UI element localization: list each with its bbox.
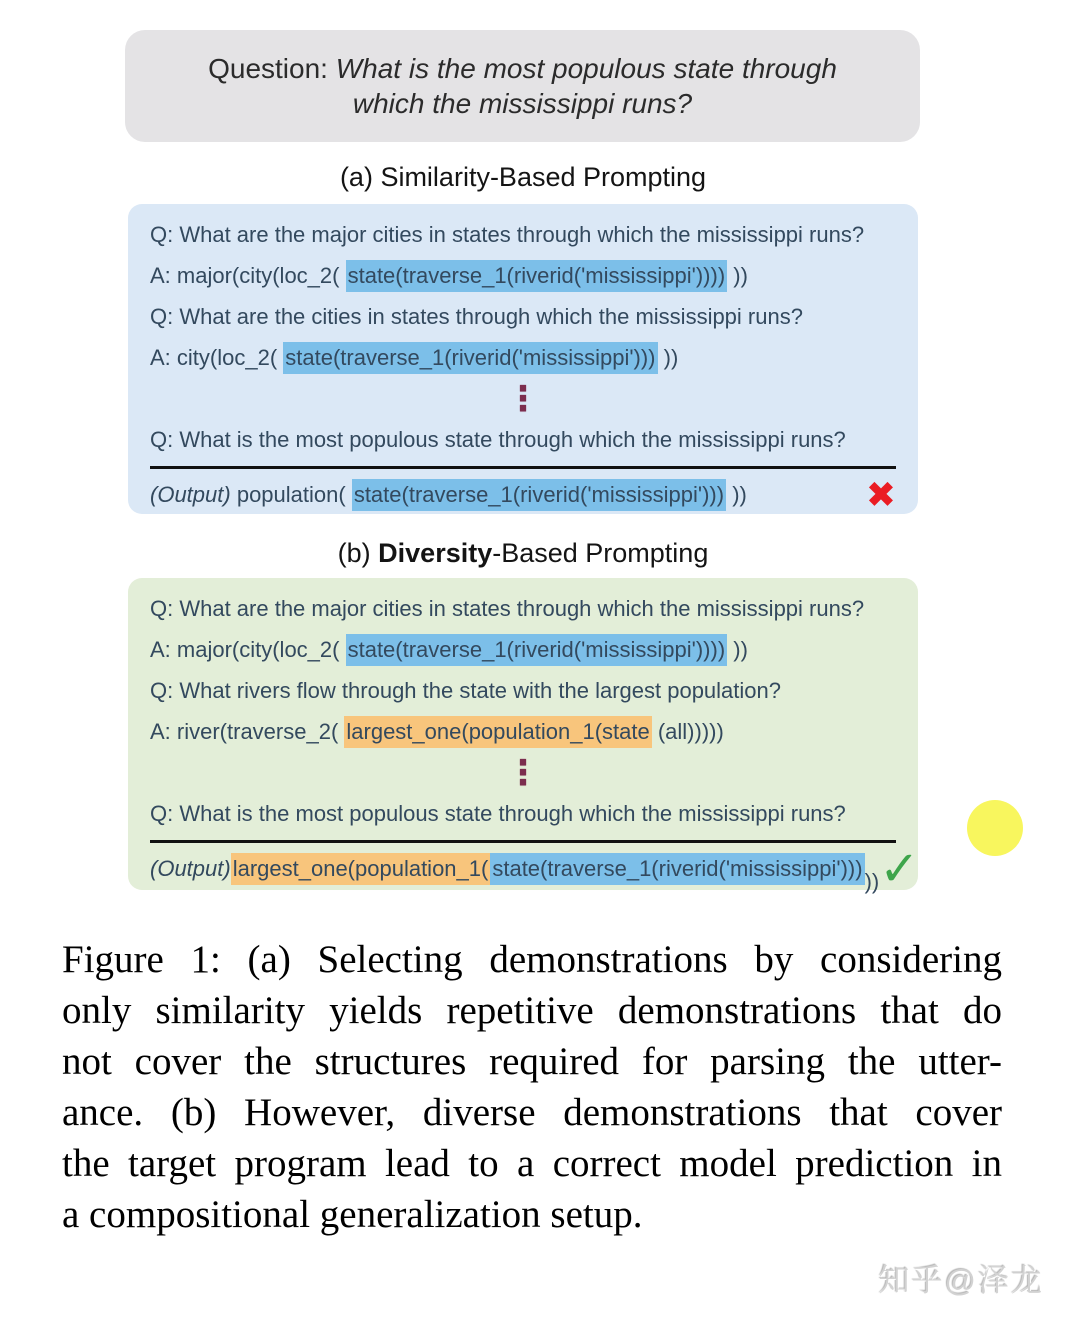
ellipsis-row	[150, 752, 896, 793]
correct-check-icon: ✓	[879, 841, 920, 897]
target-question-text: Q: What is the most populous state through which the mississippi runs?	[150, 426, 846, 452]
question-value: What is the most populous state through which the mississippi runs?	[327, 53, 837, 119]
caption-line: Figure 1: (a) Selecting demonstrations by considering	[62, 938, 1002, 981]
diversity-prompt-box	[128, 578, 920, 897]
yellow-dot-decoration	[967, 800, 1023, 856]
section-b-bold-word: Diversity	[378, 538, 493, 568]
program-text: ))	[727, 636, 748, 662]
program-text: A: major(city(loc_2(	[150, 262, 346, 288]
ellipsis-row	[150, 378, 896, 419]
caption-line: not cover the structures required for parsing the utter-	[62, 1040, 1002, 1083]
section-a-title: (a) Similarity-Based Prompting	[339, 162, 707, 192]
similarity-prompt-box	[128, 204, 918, 514]
section-a-heading	[128, 162, 918, 193]
blue-highlighted-program: state(traverse_1(riverid('mississippi')))	[283, 342, 657, 374]
program-text: ))	[657, 344, 679, 370]
demo-question-line	[150, 588, 896, 629]
blue-highlighted-program: state(traverse_1(riverid('mississippi'))))	[346, 634, 728, 666]
question-box	[125, 30, 920, 142]
program-text: A: river(traverse_2(	[150, 718, 345, 744]
output-label: (Output)	[150, 482, 231, 507]
output-text	[150, 843, 879, 895]
program-text: ))	[864, 843, 880, 894]
demo-answer-line	[150, 255, 896, 296]
separator-line	[150, 466, 896, 469]
demo-question-line	[150, 296, 896, 337]
demo-question-text: Q: What are the major cities in states through which the mississippi runs?	[150, 595, 865, 621]
blue-highlighted-program: state(traverse_1(riverid('mississippi')))	[352, 479, 726, 511]
program-text: ))	[727, 262, 748, 288]
blue-highlighted-program: state(traverse_1(riverid('mississippi'))))	[346, 260, 728, 292]
demo-answer-line	[150, 711, 896, 752]
figure-caption	[62, 934, 1002, 1240]
target-question-line	[150, 793, 896, 834]
program-text: ))	[726, 482, 747, 507]
demo-question-text: Q: What rivers flow through the state with the largest population?	[150, 677, 781, 703]
demo-answer-line	[150, 337, 896, 378]
demo-question-line	[150, 670, 896, 711]
target-question-text: Q: What is the most populous state through which the mississippi runs?	[150, 800, 846, 826]
program-text: (all)))))	[651, 718, 724, 744]
demo-question-text: Q: What are the major cities in states through which the mississippi runs?	[150, 221, 865, 247]
demo-question-line	[150, 214, 896, 255]
target-question-line	[150, 419, 896, 460]
watermark-text: 知乎@泽龙	[878, 1263, 1044, 1298]
caption-line: the target program lead to a correct model prediction in	[62, 1142, 1002, 1185]
question-label: Question:	[208, 53, 328, 84]
program-text: population(	[230, 482, 352, 507]
program-text: A: city(loc_2(	[150, 344, 284, 370]
incorrect-cross-icon: ✖	[865, 474, 896, 516]
demo-question-text: Q: What are the cities in states through which the mississippi runs?	[150, 303, 803, 329]
caption-line: ance. (b) However, diverse demonstrations that cover	[62, 1091, 1002, 1134]
vertical-ellipsis-icon: ⋮	[506, 378, 540, 419]
orange-highlighted-program: largest_one(population_1(state	[344, 716, 651, 748]
question-text	[203, 51, 843, 121]
output-line	[150, 471, 896, 519]
vertical-ellipsis-icon: ⋮	[506, 752, 540, 793]
output-text	[150, 479, 747, 511]
output-line	[150, 841, 920, 897]
output-label: (Output)	[150, 856, 231, 881]
caption-line: only similarity yields repetitive demonstrations that do	[62, 989, 1002, 1032]
section-b-prefix: (b)	[337, 538, 379, 568]
section-b-suffix: -Based Prompting	[492, 538, 709, 568]
caption-line: a compositional generalization setup.	[62, 1193, 643, 1236]
section-b-heading	[128, 538, 918, 569]
orange-highlighted-program: largest_one(population_1(	[231, 853, 491, 885]
program-text: A: major(city(loc_2(	[150, 636, 346, 662]
demo-answer-line	[150, 629, 896, 670]
blue-highlighted-program: state(traverse_1(riverid('mississippi')))	[490, 853, 864, 885]
